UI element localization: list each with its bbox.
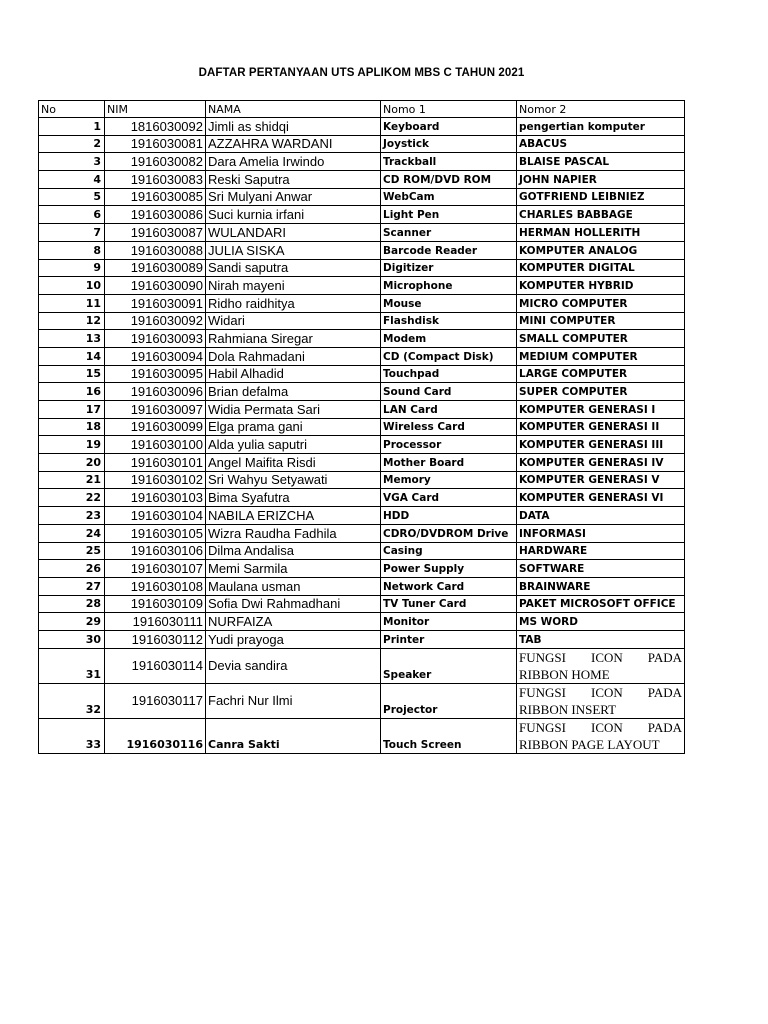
student-nim: 1916030095 <box>105 365 206 383</box>
table-row <box>39 188 685 206</box>
question-2: LARGE COMPUTER <box>517 365 685 383</box>
row-number: 30 <box>39 630 105 648</box>
question-2: FUNGSI ICON PADA RIBBON PAGE LAYOUT <box>517 718 685 753</box>
question-2: MEDIUM COMPUTER <box>517 347 685 365</box>
question-2: INFORMASI <box>517 524 685 542</box>
table-row <box>39 454 685 472</box>
question-1: Modem <box>381 330 517 348</box>
question-2: BLAISE PASCAL <box>517 153 685 171</box>
student-nim: 1916030109 <box>105 595 206 613</box>
row-number: 22 <box>39 489 105 507</box>
table-row <box>39 524 685 542</box>
question-2: ABACUS <box>517 135 685 153</box>
question-1: Barcode Reader <box>381 241 517 259</box>
student-nim: 1916030103 <box>105 489 206 507</box>
question-2: GOTFRIEND LEIBNIEZ <box>517 188 685 206</box>
table-row <box>39 401 685 419</box>
student-name: NURFAIZA <box>206 613 381 631</box>
question-1: Scanner <box>381 224 517 242</box>
student-nim: 1916030101 <box>105 454 206 472</box>
student-name: Elga prama gani <box>206 418 381 436</box>
table-row <box>39 577 685 595</box>
table-row <box>39 312 685 330</box>
student-nim: 1916030114 <box>105 648 206 683</box>
student-name: Fachri Nur Ilmi <box>206 683 381 718</box>
table-row <box>39 206 685 224</box>
table-row <box>39 560 685 578</box>
question-1: Casing <box>381 542 517 560</box>
row-number: 6 <box>39 206 105 224</box>
question-1: Microphone <box>381 277 517 295</box>
document-title: DAFTAR PERTANYAAN UTS APLIKOM MBS C TAHUN 2021 <box>198 67 525 79</box>
row-number: 14 <box>39 347 105 365</box>
table-row <box>39 683 685 718</box>
table-row <box>39 436 685 454</box>
question-2: SUPER COMPUTER <box>517 383 685 401</box>
student-nim: 1916030111 <box>105 613 206 631</box>
student-nim: 1916030090 <box>105 277 206 295</box>
question-1: Trackball <box>381 153 517 171</box>
question-1: Joystick <box>381 135 517 153</box>
question-1: Mother Board <box>381 454 517 472</box>
table-row <box>39 294 685 312</box>
question-1: Speaker <box>381 648 517 683</box>
question-2: pengertian komputer <box>517 118 685 136</box>
row-number: 23 <box>39 507 105 525</box>
row-number: 20 <box>39 454 105 472</box>
row-number: 1 <box>39 118 105 136</box>
row-number: 13 <box>39 330 105 348</box>
student-name: Widari <box>206 312 381 330</box>
question-1: Network Card <box>381 577 517 595</box>
question-1: Touch Screen <box>381 718 517 753</box>
student-nim: 1916030104 <box>105 507 206 525</box>
row-number: 9 <box>39 259 105 277</box>
student-nim: 1916030102 <box>105 471 206 489</box>
question-2: KOMPUTER GENERASI IV <box>517 454 685 472</box>
row-number: 4 <box>39 171 105 189</box>
table-row <box>39 224 685 242</box>
row-number: 7 <box>39 224 105 242</box>
row-number: 16 <box>39 383 105 401</box>
student-name: Sandi saputra <box>206 259 381 277</box>
table-row <box>39 365 685 383</box>
question-2: BRAINWARE <box>517 577 685 595</box>
question-2: KOMPUTER ANALOG <box>517 241 685 259</box>
student-name: Reski Saputra <box>206 171 381 189</box>
student-name: Nirah mayeni <box>206 277 381 295</box>
question-1: CD (Compact Disk) <box>381 347 517 365</box>
student-nim: 1916030094 <box>105 347 206 365</box>
student-nim: 1916030086 <box>105 206 206 224</box>
row-number: 31 <box>39 648 105 683</box>
question-2: KOMPUTER GENERASI III <box>517 436 685 454</box>
question-1: WebCam <box>381 188 517 206</box>
question-2: TAB <box>517 630 685 648</box>
student-name: AZZAHRA WARDANI <box>206 135 381 153</box>
header-no: No <box>39 101 105 118</box>
question-2: DATA <box>517 507 685 525</box>
student-nim: 1916030088 <box>105 241 206 259</box>
question-2: KOMPUTER GENERASI VI <box>517 489 685 507</box>
row-number: 29 <box>39 613 105 631</box>
student-name: NABILA ERIZCHA <box>206 507 381 525</box>
question-2: FUNGSI ICON PADA RIBBON INSERT <box>517 683 685 718</box>
student-name: Yudi prayoga <box>206 630 381 648</box>
table-row <box>39 718 685 753</box>
student-name: Brian defalma <box>206 383 381 401</box>
row-number: 25 <box>39 542 105 560</box>
table-row <box>39 153 685 171</box>
student-nim: 1916030093 <box>105 330 206 348</box>
row-number: 21 <box>39 471 105 489</box>
student-nim: 1916030116 <box>105 718 206 753</box>
student-name: Sofia Dwi Rahmadhani <box>206 595 381 613</box>
table-row <box>39 135 685 153</box>
student-nim: 1916030105 <box>105 524 206 542</box>
student-nim: 1916030106 <box>105 542 206 560</box>
student-name: Rahmiana Siregar <box>206 330 381 348</box>
table-row <box>39 489 685 507</box>
question-1: Printer <box>381 630 517 648</box>
question-1: Flashdisk <box>381 312 517 330</box>
table-row <box>39 595 685 613</box>
question-2: MS WORD <box>517 613 685 631</box>
question-2: KOMPUTER GENERASI V <box>517 471 685 489</box>
row-number: 11 <box>39 294 105 312</box>
question-2: HERMAN HOLLERITH <box>517 224 685 242</box>
question-2: MICRO COMPUTER <box>517 294 685 312</box>
question-1: VGA Card <box>381 489 517 507</box>
row-number: 28 <box>39 595 105 613</box>
student-name: Alda yulia saputri <box>206 436 381 454</box>
student-nim: 1916030097 <box>105 401 206 419</box>
student-name: Ridho raidhitya <box>206 294 381 312</box>
student-nim: 1916030117 <box>105 683 206 718</box>
student-nim: 1916030089 <box>105 259 206 277</box>
table-row <box>39 648 685 683</box>
student-nim: 1916030100 <box>105 436 206 454</box>
question-1: Wireless Card <box>381 418 517 436</box>
student-name: Sri Mulyani Anwar <box>206 188 381 206</box>
row-number: 12 <box>39 312 105 330</box>
row-number: 32 <box>39 683 105 718</box>
student-nim: 1916030085 <box>105 188 206 206</box>
student-nim: 1916030096 <box>105 383 206 401</box>
row-number: 8 <box>39 241 105 259</box>
question-2: HARDWARE <box>517 542 685 560</box>
table-row <box>39 418 685 436</box>
question-2: SOFTWARE <box>517 560 685 578</box>
header-nomor-1: Nomo 1 <box>381 101 517 118</box>
student-name: Wizra Raudha Fadhila <box>206 524 381 542</box>
question-1: Keyboard <box>381 118 517 136</box>
table-row <box>39 471 685 489</box>
row-number: 18 <box>39 418 105 436</box>
student-name: Jimli as shidqi <box>206 118 381 136</box>
student-name: Dilma Andalisa <box>206 542 381 560</box>
table-row <box>39 347 685 365</box>
question-2: MINI COMPUTER <box>517 312 685 330</box>
question-2: CHARLES BABBAGE <box>517 206 685 224</box>
student-nim: 1916030082 <box>105 153 206 171</box>
student-nim: 1816030092 <box>105 118 206 136</box>
question-1: Processor <box>381 436 517 454</box>
question-1: TV Tuner Card <box>381 595 517 613</box>
row-number: 27 <box>39 577 105 595</box>
student-name: Angel Maifita Risdi <box>206 454 381 472</box>
question-1: Monitor <box>381 613 517 631</box>
question-1: CD ROM/DVD ROM <box>381 171 517 189</box>
student-name: Habil Alhadid <box>206 365 381 383</box>
student-name: JULIA SISKA <box>206 241 381 259</box>
table-row <box>39 118 685 136</box>
question-1: Touchpad <box>381 365 517 383</box>
row-number: 3 <box>39 153 105 171</box>
student-nim: 1916030081 <box>105 135 206 153</box>
question-table <box>38 100 685 754</box>
student-nim: 1916030107 <box>105 560 206 578</box>
header-nomor-2: Nomor 2 <box>517 101 685 118</box>
question-1: HDD <box>381 507 517 525</box>
student-nim: 1916030091 <box>105 294 206 312</box>
table-body <box>39 118 685 754</box>
question-1: CDRO/DVDROM Drive <box>381 524 517 542</box>
table-row <box>39 542 685 560</box>
row-number: 15 <box>39 365 105 383</box>
row-number: 24 <box>39 524 105 542</box>
row-number: 17 <box>39 401 105 419</box>
student-nim: 1916030108 <box>105 577 206 595</box>
table-row <box>39 277 685 295</box>
question-1: Sound Card <box>381 383 517 401</box>
student-name: Dara Amelia Irwindo <box>206 153 381 171</box>
student-nim: 1916030112 <box>105 630 206 648</box>
row-number: 26 <box>39 560 105 578</box>
student-name: Devia sandira <box>206 648 381 683</box>
header-nim: NIM <box>105 101 206 118</box>
table-header-row <box>39 101 685 118</box>
question-2: SMALL COMPUTER <box>517 330 685 348</box>
table-row <box>39 613 685 631</box>
table-row <box>39 507 685 525</box>
student-name: Maulana usman <box>206 577 381 595</box>
table-row <box>39 383 685 401</box>
row-number: 33 <box>39 718 105 753</box>
student-name: Memi Sarmila <box>206 560 381 578</box>
student-nim: 1916030087 <box>105 224 206 242</box>
student-name: Sri Wahyu Setyawati <box>206 471 381 489</box>
question-1: Digitizer <box>381 259 517 277</box>
table-row <box>39 630 685 648</box>
question-1: LAN Card <box>381 401 517 419</box>
student-name: Suci kurnia irfani <box>206 206 381 224</box>
student-nim: 1916030092 <box>105 312 206 330</box>
student-name: Widia Permata Sari <box>206 401 381 419</box>
table-row <box>39 171 685 189</box>
table-row <box>39 259 685 277</box>
question-2: KOMPUTER GENERASI II <box>517 418 685 436</box>
question-1: Light Pen <box>381 206 517 224</box>
question-1: Memory <box>381 471 517 489</box>
header-nama: NAMA <box>206 101 381 118</box>
question-2: KOMPUTER HYBRID <box>517 277 685 295</box>
question-2: PAKET MICROSOFT OFFICE <box>517 595 685 613</box>
question-2: KOMPUTER GENERASI I <box>517 401 685 419</box>
student-name: Canra Sakti <box>206 718 381 753</box>
question-1: Projector <box>381 683 517 718</box>
row-number: 5 <box>39 188 105 206</box>
question-2: KOMPUTER DIGITAL <box>517 259 685 277</box>
question-1: Mouse <box>381 294 517 312</box>
question-1: Power Supply <box>381 560 517 578</box>
student-name: Bima Syafutra <box>206 489 381 507</box>
question-2: JOHN NAPIER <box>517 171 685 189</box>
row-number: 10 <box>39 277 105 295</box>
student-nim: 1916030099 <box>105 418 206 436</box>
student-name: Dola Rahmadani <box>206 347 381 365</box>
student-nim: 1916030083 <box>105 171 206 189</box>
table-row <box>39 330 685 348</box>
row-number: 2 <box>39 135 105 153</box>
student-name: WULANDARI <box>206 224 381 242</box>
row-number: 19 <box>39 436 105 454</box>
table-row <box>39 241 685 259</box>
question-2: FUNGSI ICON PADA RIBBON HOME <box>517 648 685 683</box>
